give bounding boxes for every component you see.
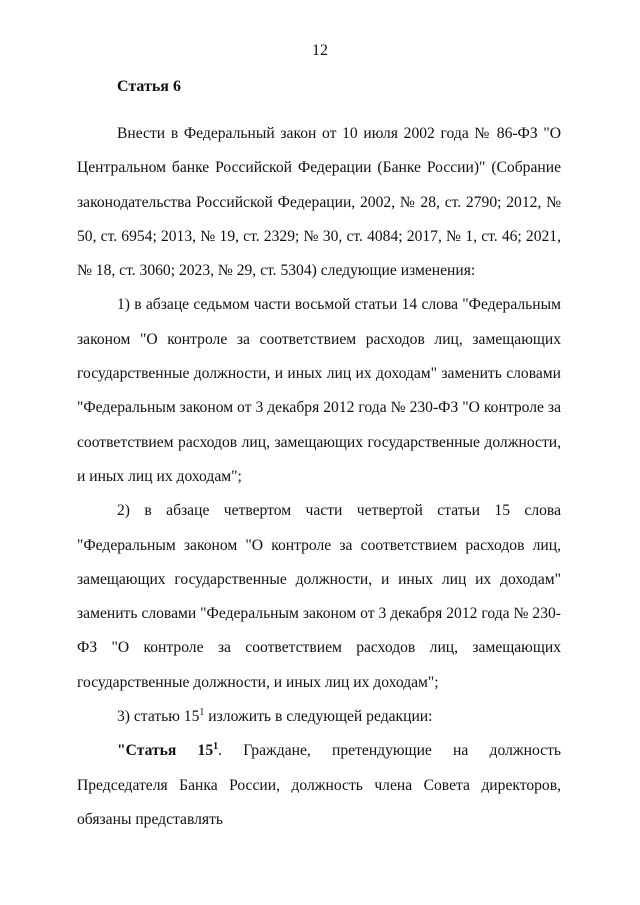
amendment-item-3-superscript: 1 xyxy=(199,706,205,718)
article-intro-paragraph: Внести в Федеральный закон от 10 июля 2002 года № 86-ФЗ "О Центральном банке Российской Федерации (Банке России)" (Собрание законодательства Российской Федерации, 2002, № 28, ст. 2790; 2012, № 50, ст. 6954; 2013, № 19, ст. 2329; № 30, ст. 4084; 2017, № 1, ст. 46; 2021, № 18, ст. 3060; 2023, № 29, ст. 5304) следующие изменения: xyxy=(77,125,561,280)
amendment-item-2: 2) в абзаце четвертом части четвертой статьи 15 слова "Федеральным законом "О контроле за соответствием расходов лиц, замещающих государственные должности, и иных лиц их доходам" заменить словами "Федеральным законом от 3 декабря 2012 года № 230-ФЗ "О контроле за соответствием расходов лиц, замещающих государственные должности, и иных лиц их доходам"; xyxy=(77,502,561,691)
new-article-open-quote: " xyxy=(117,742,126,760)
amendment-item-3 xyxy=(77,700,561,734)
article-title: Статья 6 xyxy=(117,78,181,95)
new-article-paragraph xyxy=(77,734,561,837)
new-article-superscript: 1 xyxy=(213,741,219,753)
new-article-label: Статья 15 xyxy=(125,742,214,760)
amendment-item-3-suffix: изложить в следующей редакции: xyxy=(204,708,433,726)
new-article-text: Граждане, претендующие на должность Председателя Банка России, должность члена Совета директоров, обязаны представлять xyxy=(77,742,561,828)
amendment-item-3-prefix: 3) статью 15 xyxy=(117,708,200,726)
amendment-item-1: 1) в абзаце седьмом части восьмой статьи 14 слова "Федеральным законом "О контроле за соответствием расходов лиц, замещающих государственные должности, и иных лиц их доходам" заменить словами "Федеральным законом от 3 декабря 2012 года № 230-ФЗ "О контроле за соответствием расходов лиц, замещающих государственные должности, и иных лиц их доходам"; xyxy=(77,296,561,485)
article-body xyxy=(77,117,561,837)
page-number: 12 xyxy=(312,42,328,59)
new-article-period: . xyxy=(218,742,223,760)
